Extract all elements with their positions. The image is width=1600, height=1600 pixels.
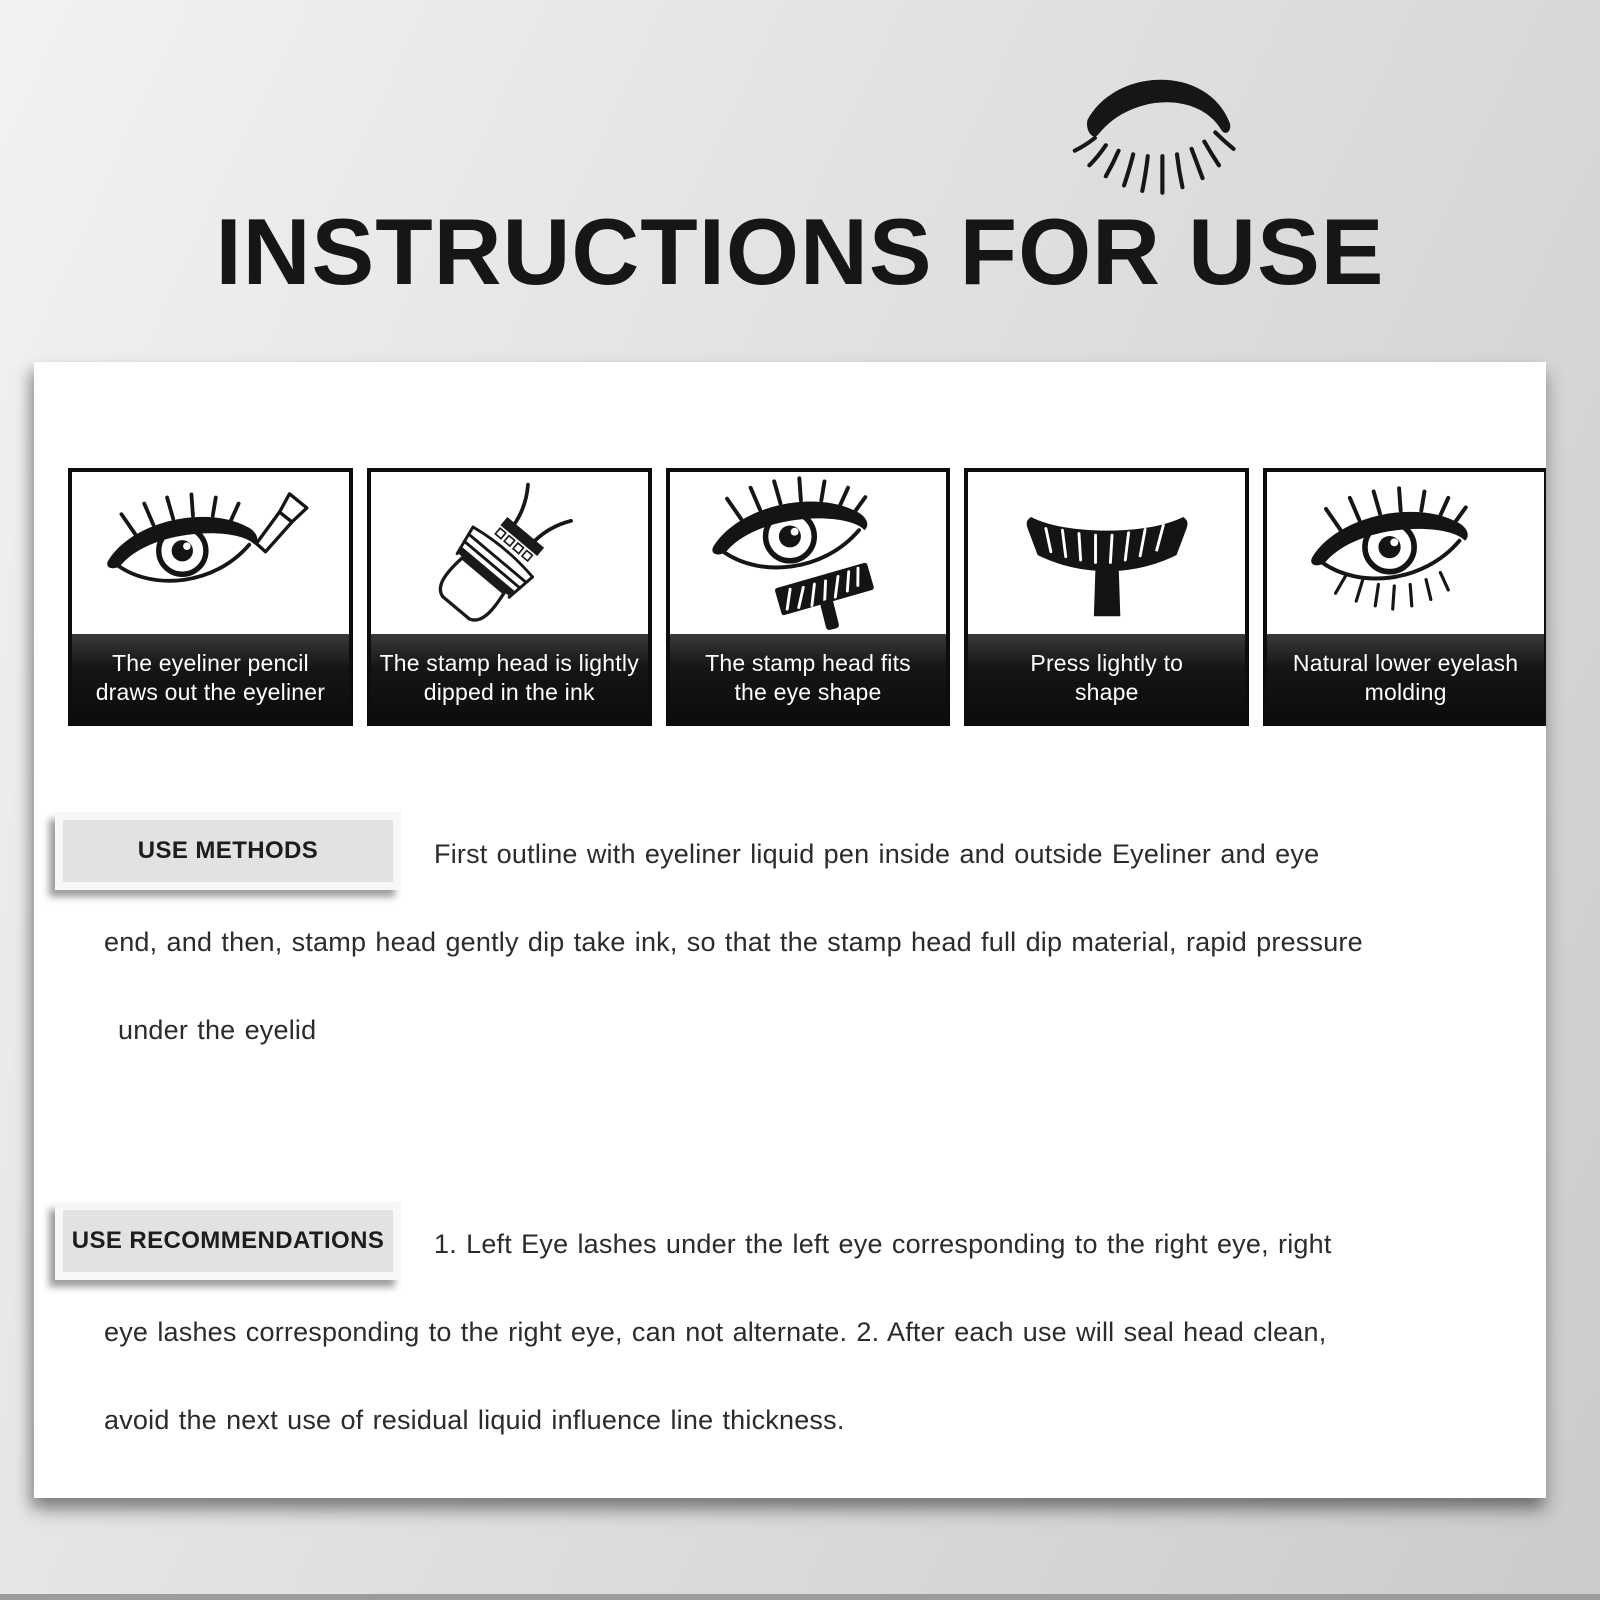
use-methods-line-3: under the eyelid [118,1014,317,1045]
step-4-caption: Press lightly to shape [968,634,1245,722]
use-methods-line-2: end, and then, stamp head gently dip take ink, so that the stamp head full dip material, rapid pressure [104,926,1363,957]
use-recommendations-label [55,1202,401,1280]
use-methods-label-text: USE METHODS [63,820,393,882]
step-4 [964,468,1249,726]
lash-stamp-tool-icon [968,472,1245,634]
closed-eye-lashes-icon [1058,54,1254,200]
use-recommendations-line-2: eye lashes corresponding to the right eye, can not alternate. 2. After each use will seal head clean, [104,1316,1327,1347]
step-2 [367,468,652,726]
use-recommendations-label-text: USE RECOMMENDATIONS [63,1210,393,1272]
use-recommendations-line-1: 1. Left Eye lashes under the left eye corresponding to the right eye, right [434,1228,1332,1259]
steps-row [68,468,1546,726]
step-3-caption: The stamp head fits the eye shape [670,634,947,722]
step-1-caption: The eyeliner pencil draws out the eyeliner [72,634,349,722]
eye-with-lower-lashes-icon [1267,472,1544,634]
step-1 [68,468,353,726]
page-title: INSTRUCTIONS FOR USE [215,199,1385,304]
step-5-caption: Natural lower eyelash molding [1267,634,1544,722]
step-2-caption: The stamp head is lightly dipped in the ink [371,634,648,722]
eye-with-stamp-head-icon [670,472,947,634]
use-methods-line-1: First outline with eyeliner liquid pen inside and outside Eyeliner and eye [434,838,1320,869]
use-recommendations-line-3: avoid the next use of residual liquid influence line thickness. [104,1404,845,1435]
use-methods-section [34,810,1546,1074]
eye-with-eyeliner-pencil-icon [72,472,349,634]
page-bottom-edge [0,1594,1600,1600]
step-5 [1263,468,1546,726]
ink-jar-with-stamp-icon [371,472,648,634]
use-recommendations-section [34,1200,1546,1464]
instruction-card [34,362,1546,1498]
use-methods-label [55,812,401,890]
step-3 [666,468,951,726]
